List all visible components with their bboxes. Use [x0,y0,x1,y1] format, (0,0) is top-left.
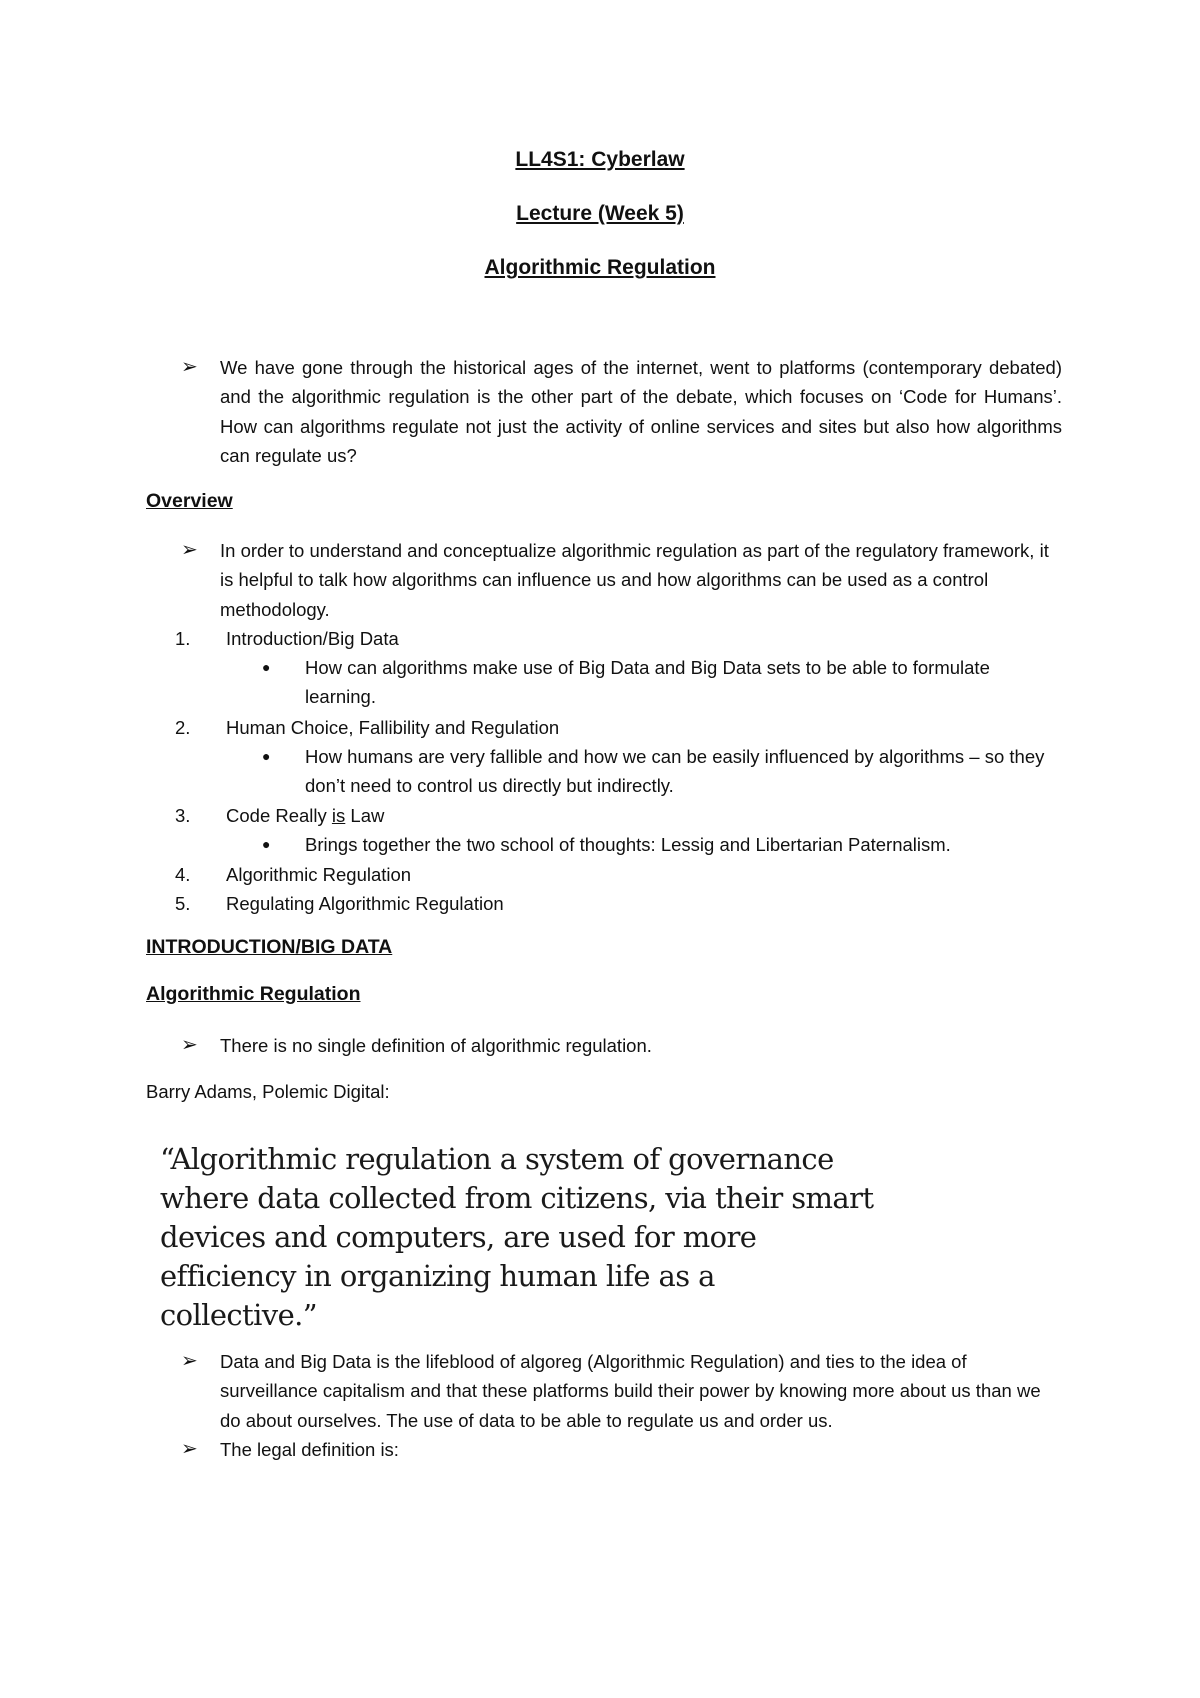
list-item-number: 4. [175,864,191,885]
list-item-subpoint: Brings together the two school of thoughts: Lessig and Libertarian Paternalism. [305,834,951,855]
bullet-dot-icon: ● [262,748,271,764]
list-item-label: Introduction/Big Data [226,628,399,649]
quote-line: devices and computers, are used for more [160,1220,757,1254]
course-title: LL4S1: Cyberlaw [515,148,685,171]
list-item-number: 2. [175,717,191,738]
section-heading: INTRODUCTION/BIG DATA [146,936,393,958]
quote-line: “Algorithmic regulation a system of governance [160,1142,834,1176]
section-subheading: Algorithmic Regulation [146,983,361,1005]
list-item-number: 1. [175,628,191,649]
arrow-bullet-icon: ➢ [181,1034,198,1056]
list-item-label: Human Choice, Fallibility and Regulation [226,717,560,738]
list-item-subpoint: How humans are very fallible and how we can be easily influenced by algorithms – so they don’t need to control us directly but indirectly. [305,746,1045,797]
quote-attribution: Barry Adams, Polemic Digital: [146,1081,390,1102]
arrow-bullet-icon: ➢ [181,1438,198,1460]
quote-block [160,1140,880,1335]
list-item-subpoint: How can algorithms make use of Big Data and Big Data sets to be able to formulate learning. [305,657,990,708]
list-item-number: 3. [175,805,191,826]
quote-line: where data collected from citizens, via their smart [160,1181,874,1215]
list-item-number: 5. [175,893,191,914]
bullet-dot-icon: ● [262,836,271,852]
legal-definition-point: The legal definition is: [220,1439,399,1460]
big-data-point: Data and Big Data is the lifeblood of algoreg (Algorithmic Regulation) and ties to the idea of surveillance capitalism and that these platforms build their power by knowing more about us than we do about ourselves. The use of data to be able to regulate us and order us. [220,1351,1041,1431]
bullet-dot-icon: ● [262,659,271,675]
intro-paragraph: We have gone through the historical ages of the internet, went to platforms (contemporary debated) and the algorithmic regulation is the other part of the debate, which focuses on ‘Code for Humans’. How can algorithms regulate not just the activity of online services and sites but also how algorithms can regulate us? [220,357,1062,466]
emphasis-is: is [331,805,346,826]
list-item-label: Code Really is Law [226,805,385,826]
lecture-title: Lecture (Week 5) [516,202,684,225]
topic-title: Algorithmic Regulation [484,256,716,279]
quote-line: efficiency in organizing human life as a collective.” [160,1259,715,1332]
list-item-label: Regulating Algorithmic Regulation [226,893,504,914]
arrow-bullet-icon: ➢ [181,356,198,378]
definition-point: There is no single definition of algorithmic regulation. [220,1035,652,1056]
overview-paragraph: In order to understand and conceptualize algorithmic regulation as part of the regulatory framework, it is helpful to talk how algorithms can influence us and how algorithms can be used as a control methodology. [220,540,1049,620]
overview-heading: Overview [146,490,233,512]
list-item-label: Algorithmic Regulation [226,864,412,885]
arrow-bullet-icon: ➢ [181,1350,198,1372]
arrow-bullet-icon: ➢ [181,539,198,561]
